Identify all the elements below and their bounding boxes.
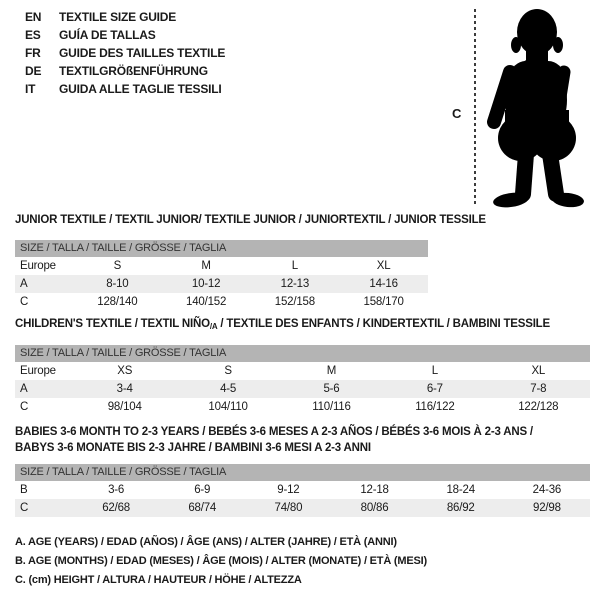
table-cell: 74/80	[245, 499, 331, 517]
language-title: GUÍA DE TALLAS	[59, 28, 156, 42]
table-cell: 12-18	[360, 484, 389, 496]
table-cell: 3-6	[108, 484, 125, 496]
height-dashed-line	[474, 9, 476, 207]
children-size-header: SIZE / TALLA / TAILLE / GRÖSSE / TAGLIA	[15, 345, 590, 362]
table-cell: 3-4	[73, 380, 176, 398]
table-cell: 116/122	[415, 401, 455, 413]
language-title: GUIDE DES TAILLES TEXTILE	[59, 46, 226, 60]
table-row	[15, 257, 428, 275]
language-title: TEXTILGRÖßENFÜHRUNG	[59, 64, 208, 78]
babies-section-title-line2: BABYS 3-6 MONATE BIS 2-3 JAHRE / BAMBINI 3-6 MESI A 2-3 ANNI	[15, 442, 371, 454]
table-cell: 68/74	[159, 499, 245, 517]
language-code: DE	[25, 64, 42, 78]
footnotes	[15, 536, 427, 593]
table-cell: A	[15, 275, 73, 293]
table-cell: 140/152	[186, 296, 227, 308]
table-cell: A	[15, 380, 73, 398]
children-size-table	[15, 362, 590, 416]
table-cell: XL	[531, 365, 546, 377]
language-row-it	[25, 80, 225, 98]
footnote-age-months: B. AGE (MONTHS) / EDAD (MESES) / ÂGE (MOIS) / ALTER (MONATE) / ETÀ (MESI)	[15, 555, 427, 567]
table-cell: 62/68	[73, 499, 159, 517]
table-cell: 110/116	[312, 401, 351, 413]
babies-size-header: SIZE / TALLA / TAILLE / GRÖSSE / TAGLIA	[15, 464, 590, 481]
language-row-es	[25, 26, 225, 44]
language-row-fr	[25, 44, 225, 62]
babies-size-table	[15, 481, 590, 517]
table-cell: 104/110	[208, 401, 248, 413]
table-cell: 14-16	[339, 275, 428, 293]
table-cell: 152/158	[274, 296, 315, 308]
table-cell: 80/86	[331, 499, 417, 517]
table-cell: 5-6	[280, 380, 383, 398]
junior-size-table	[15, 257, 428, 311]
table-row	[15, 362, 590, 380]
table-row	[15, 499, 590, 517]
table-row	[15, 481, 590, 499]
language-code: EN	[25, 10, 42, 24]
table-cell: B	[20, 484, 28, 496]
babies-section-title-line1: BABIES 3-6 MONTH TO 2-3 YEARS / BEBÉS 3-6 MESES A 2-3 AÑOS / BÉBÉS 3-6 MOIS À 2-3 ANS /	[15, 426, 533, 438]
table-cell: M	[201, 260, 211, 272]
table-cell: C	[15, 499, 73, 517]
table-row	[15, 380, 590, 398]
table-cell: 9-12	[277, 484, 300, 496]
language-code: IT	[25, 82, 36, 96]
junior-section-title: JUNIOR TEXTILE / TEXTIL JUNIOR/ TEXTILE JUNIOR / JUNIORTEXTIL / JUNIOR TESSILE	[15, 214, 486, 226]
children-title-post: / TEXTILE DES ENFANTS / KINDERTEXTIL / BAMBINI TESSILE	[217, 318, 550, 330]
table-cell: 92/98	[504, 499, 590, 517]
table-cell: 98/104	[107, 401, 142, 413]
children-section-title	[15, 318, 550, 331]
table-cell: C	[20, 296, 29, 308]
table-row	[15, 293, 428, 311]
table-cell: 158/170	[363, 296, 404, 308]
table-cell: XL	[376, 260, 391, 272]
table-cell: Europe	[20, 260, 56, 272]
language-code: FR	[25, 46, 41, 60]
language-title: TEXTILE SIZE GUIDE	[59, 10, 177, 24]
children-title-pre: CHILDREN'S TEXTILE / TEXTIL NIÑO	[15, 318, 210, 330]
table-cell: 8-10	[73, 275, 162, 293]
table-cell: 7-8	[487, 380, 590, 398]
table-cell: Europe	[20, 365, 56, 377]
table-cell: 128/140	[97, 296, 138, 308]
table-cell: 6-9	[194, 484, 211, 496]
language-code: ES	[25, 28, 41, 42]
language-row-en	[25, 8, 225, 26]
table-cell: 6-7	[383, 380, 486, 398]
table-cell: S	[113, 260, 122, 272]
baby-silhouette-icon	[480, 4, 600, 209]
footnote-height-cm: C. (cm) HEIGHT / ALTURA / HAUTEUR / HÖHE / ALTEZZA	[15, 574, 302, 586]
table-cell: L	[431, 365, 438, 377]
table-row	[15, 275, 428, 293]
table-cell: 86/92	[418, 499, 504, 517]
footnote-age-years: A. AGE (YEARS) / EDAD (AÑOS) / ÂGE (ANS) / ALTER (JAHRE) / ETÀ (ANNI)	[15, 536, 397, 548]
language-title: GUIDA ALLE TAGLIE TESSILI	[59, 82, 222, 96]
table-cell: 122/128	[518, 401, 559, 413]
table-cell: 24-36	[532, 484, 562, 496]
table-cell: XS	[117, 365, 133, 377]
language-row-de	[25, 62, 225, 80]
table-cell: S	[224, 365, 232, 377]
language-list	[25, 8, 225, 98]
table-cell: M	[326, 365, 337, 377]
junior-size-header: SIZE / TALLA / TAILLE / GRÖSSE / TAGLIA	[15, 240, 428, 257]
table-row	[15, 398, 590, 416]
table-cell: 18-24	[446, 484, 475, 496]
height-measure-label: C	[452, 106, 462, 121]
table-cell: 4-5	[176, 380, 279, 398]
table-cell: C	[20, 401, 29, 413]
table-cell: 10-12	[162, 275, 251, 293]
table-cell: 12-13	[251, 275, 340, 293]
children-title-sub: /A	[209, 322, 218, 331]
table-cell: L	[291, 260, 298, 272]
